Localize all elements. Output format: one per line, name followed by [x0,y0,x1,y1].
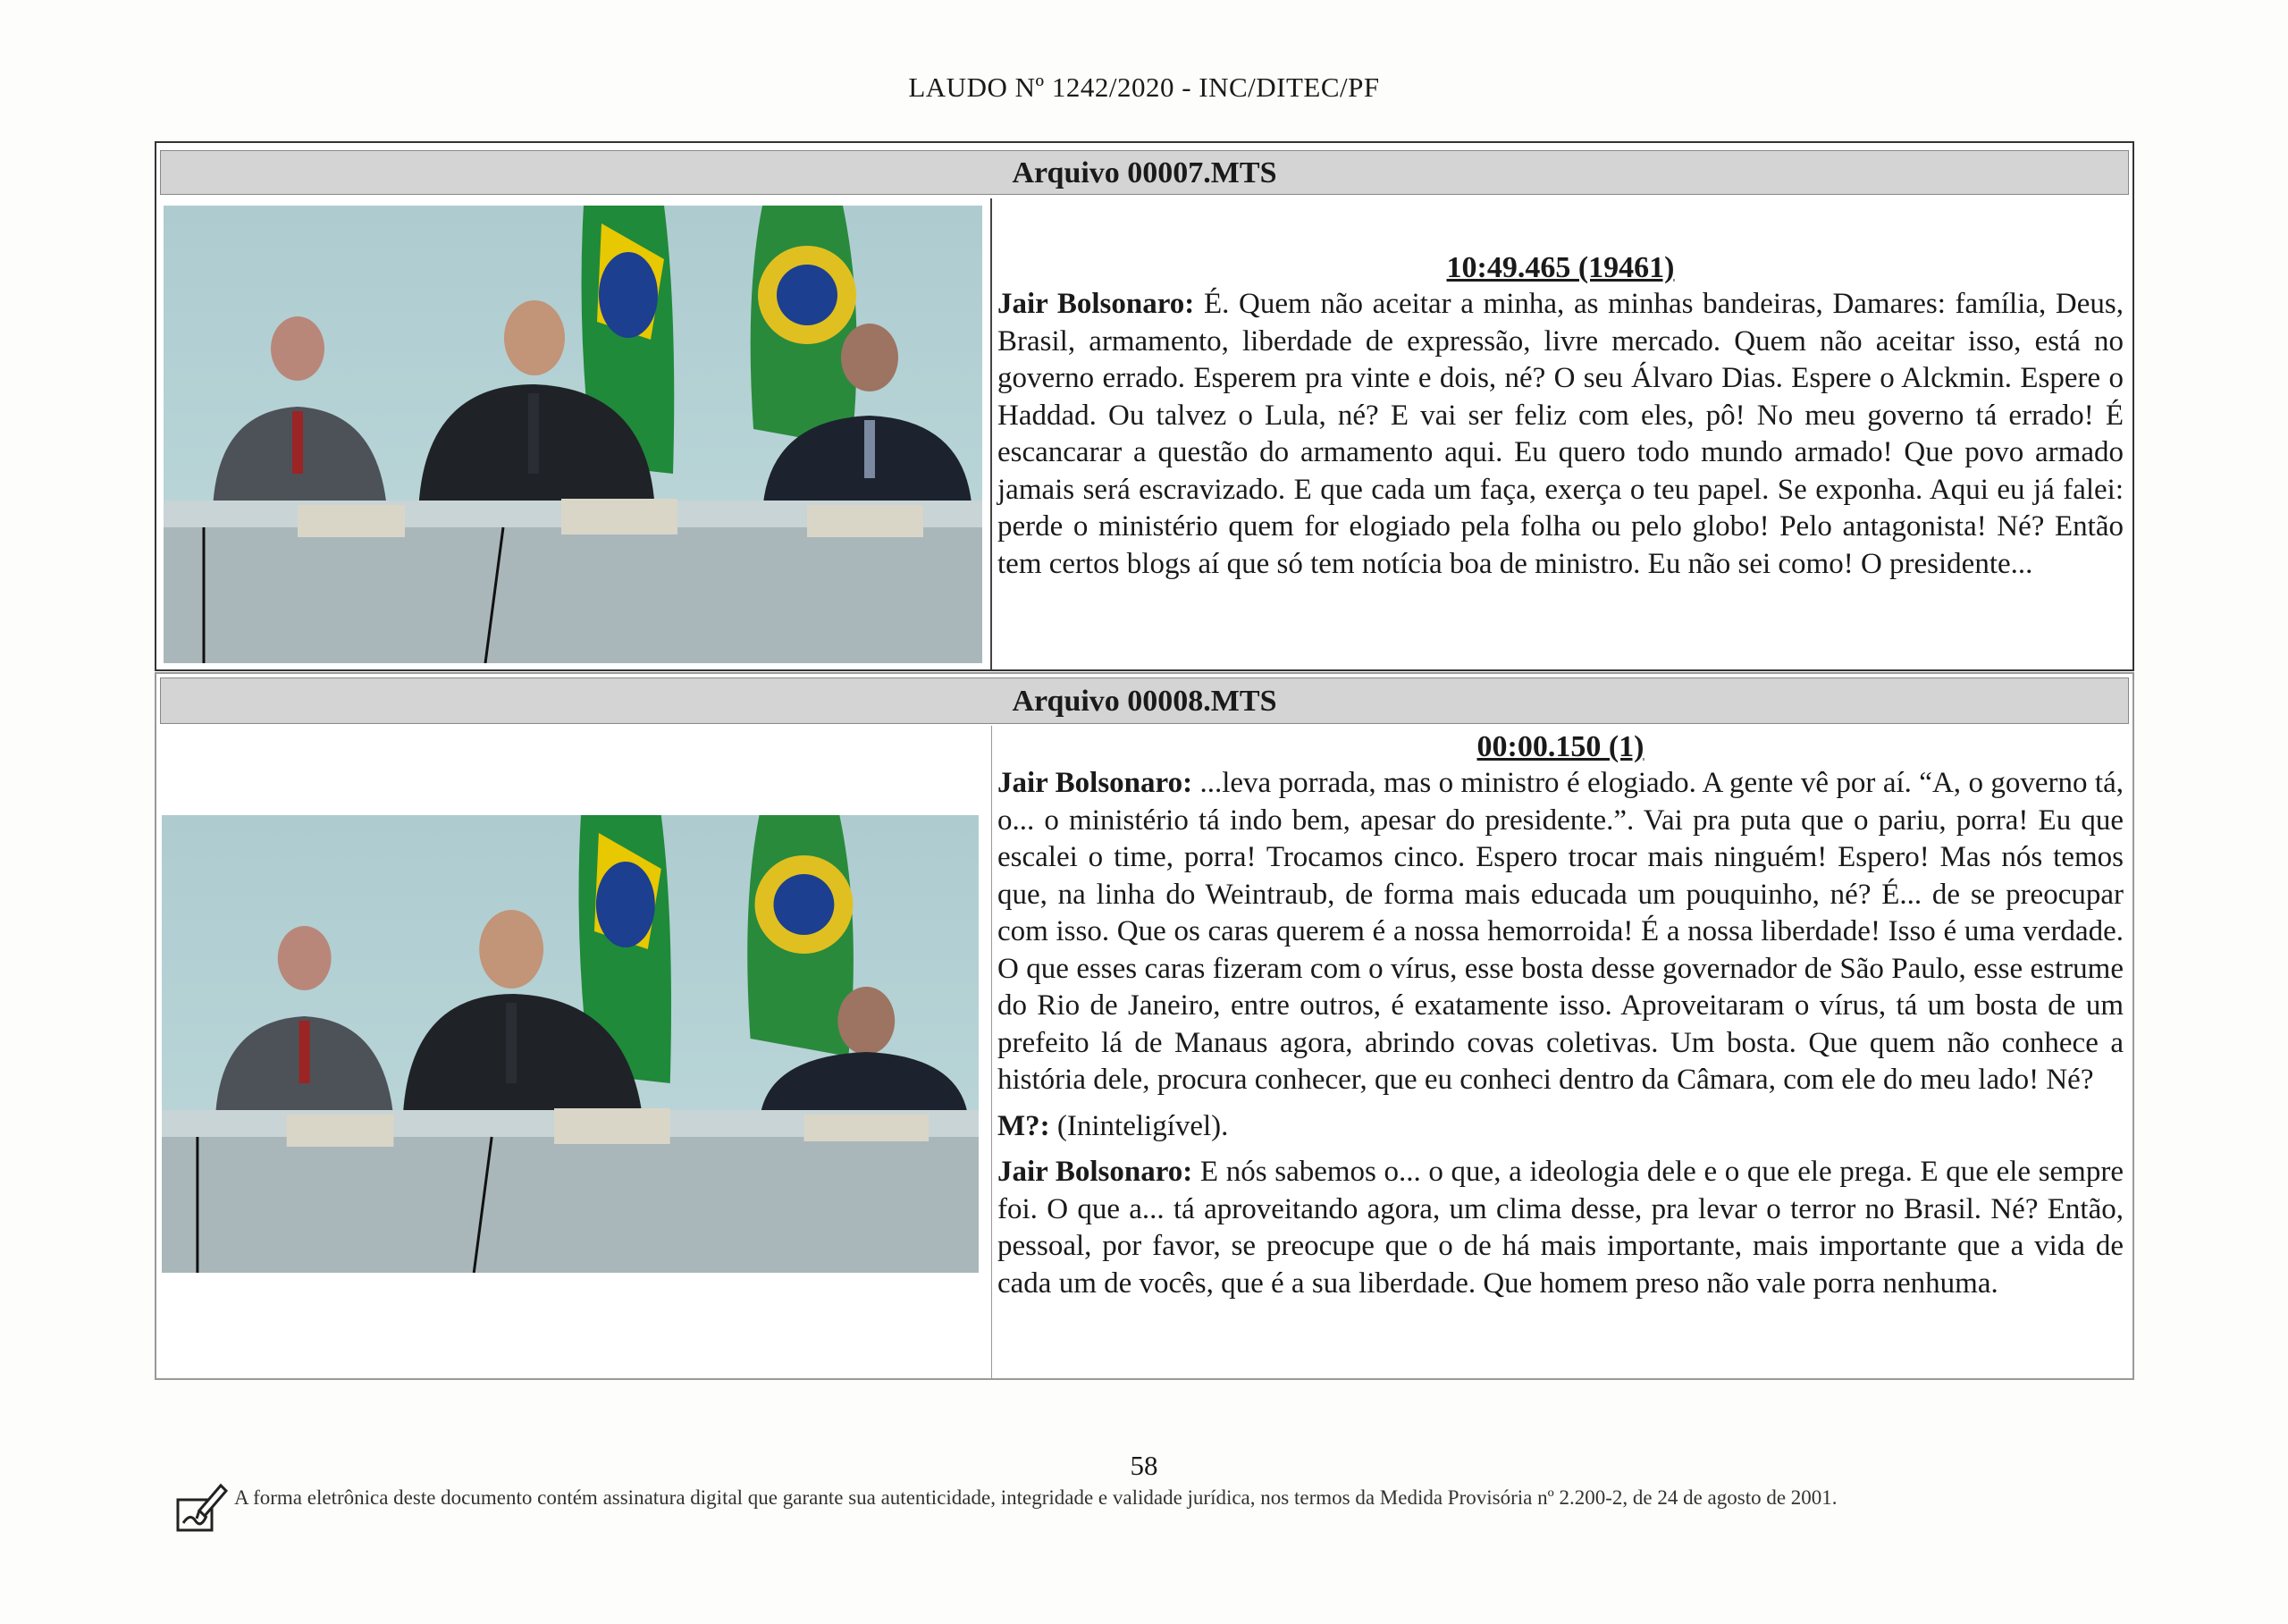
speech-entry [997,1154,2124,1302]
video-frame-cell [156,198,992,669]
signature-pen-icon [172,1480,228,1536]
page-number: 58 [1130,1450,1158,1481]
speech-text: É. Quem não aceitar a minha, as minhas bandeiras, Damares: família, Deus, Brasil, armamento, liberdade de expressão, livre mercado. Quem não aceitar isso, está no governo errado. Esperem pra vinte e dois, né? O seu Álvaro Dias. Espere o Alckmin. Espere o Haddad. Ou talvez o Lula, né? E vai ser feliz com eles, pô! No meu governo tá errado! É escancarar a questão do armamento aqui. Eu quero todo mundo armado! Que povo armado jamais será escravizado. E que cada um faça, exerça o teu papel. Se exponha. Aqui eu já falei: perde o ministério quem for elogiado pela folha ou pelo globo! Pelo antagonista! Né? Então tem certos blogs aí que só tem notícia boa de ministro. Eu não sei como! O presidente... [997,288,2124,580]
transcript-section-1 [155,141,2134,671]
transcript-text-cell [992,198,2132,669]
coat-of-arms-flag-icon [747,815,854,1056]
speech-text: (Ininteligível). [1049,1109,1229,1142]
speaker-name: Jair Bolsonaro: [997,288,1195,320]
video-frame-photo [164,206,982,663]
speech-text: E nós sabemos o... o que, a ideologia dele e o que ele prega. E que ele sempre foi. O que a... tá aproveitando agora, um clima desse, pra levar o terror no Brasil. Né? Então, pessoal, por favor, se preocupe que o de há mais importante, mais importante que a vida de cada um de vocês, que é a sua liberdade. Que homem preso não vale porra nenhuma. [997,1156,2124,1300]
speaker-name: M?: [997,1109,1050,1142]
timestamp: 10:49.465 (19461) [1446,251,1675,284]
person-left [215,926,394,1119]
speech-entry [997,1108,2124,1146]
page-header: LAUDO Nº 1242/2020 - INC/DITEC/PF [908,72,1380,103]
transcript-text-cell [992,726,2132,1378]
speech-entry [997,765,2124,1099]
video-frame-cell [156,726,992,1378]
speech-text: ...leva porrada, mas o ministro é elogiado. A gente vê por aí. “A, o governo tá, o... o ministério tá indo bem, apesar do presidente.”. Vai pra puta que o pariu, porra! Eu que escalei o time, porra! Trocamos cinco. Espero trocar mais ninguém! Espero! Mas nós temos que, na linha do Weintraub, de forma mais educada um pouquinho, né? É... de se preocupar com isso. Que os caras querem é a nossa hemorroida! É a nossa liberdade! Isso é uma verdade. O que esses caras fizeram com o vírus, esse bosta desse governador de São Paulo, esse estrume do Rio de Janeiro, entre outros, é exatamente isso. Aproveitaram o vírus, tá um bosta de um prefeito lá de Manaus agora, abrindo covas coletivas. Um bosta. Que quem não conhece a história dele, procura conhecer, que eu conheci dentro da Câmara, com ele do meu lado! Né? [997,767,2124,1096]
file-title-bar: Arquivo 00007.MTS [160,150,2129,195]
person-left [213,316,387,509]
video-frame-photo [162,815,979,1273]
speech-entry [997,286,2124,583]
transcript-section-2 [155,672,2134,1380]
coat-of-arms-flag-icon [751,206,857,447]
timestamp: 00:00.150 (1) [1476,730,1644,763]
file-title-bar: Arquivo 00008.MTS [160,677,2129,724]
speaker-name: Jair Bolsonaro: [997,767,1193,799]
speaker-name: Jair Bolsonaro: [997,1156,1193,1188]
digital-signature-notice: A forma eletrônica deste documento contém assinatura digital que garante sua autenticidade, integridade e validade jurídica, nos termos da Medida Provisória nº 2.200-2, de 24 de agosto de 2001. [234,1486,1838,1509]
